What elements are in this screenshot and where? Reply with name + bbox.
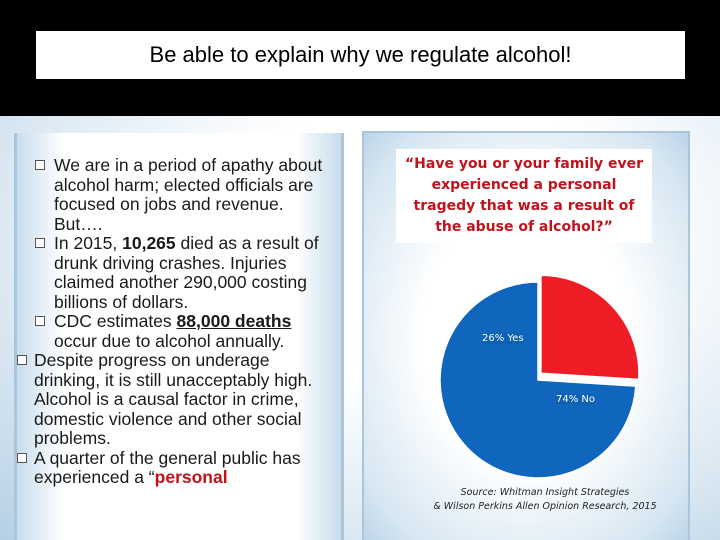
cdc-deaths: 88,000 deaths <box>176 311 292 331</box>
bullet-marker-icon <box>17 355 27 365</box>
pie-label-yes: 26% Yes <box>482 333 524 344</box>
personal-word: personal <box>154 467 228 487</box>
bullet-text: We are in a period of apathy about alcohol harm; elected officials are focused on jobs and revenue. But…. <box>54 155 323 234</box>
bullet-underage <box>14 351 334 449</box>
bullet-list <box>14 156 334 488</box>
bullet-apathy <box>14 156 334 234</box>
source-line-2: & Wilson Perkins Allen Opinion Research, 2015 <box>433 501 657 512</box>
bullet-marker-icon <box>35 316 45 326</box>
bullet-text-pre: A quarter of the general public has experienced a “ <box>34 447 301 487</box>
bullet-text-pre: In 2015, <box>54 233 123 253</box>
pie-slice-yes <box>541 275 639 379</box>
bullet-text: Despite progress on underage drinking, it is still unacceptably high. Alcohol is a causal factor in crime, domestic violence and other social problems. <box>34 350 313 448</box>
pie-label-no: 74% No <box>556 394 596 405</box>
bullet-text-post: occur due to alcohol annually. <box>54 330 285 351</box>
slide-title: Be able to explain why we regulate alcohol! <box>149 42 572 67</box>
source-line-1: Source: Whitman Insight Strategies <box>460 487 630 498</box>
bullet-marker-icon <box>35 238 45 248</box>
bullet-quarter <box>14 449 334 488</box>
bullet-drunk-driving <box>14 234 334 312</box>
deaths-count: 10,265 <box>122 233 176 253</box>
bullet-text-post: died as a result of drunk driving crashes. Injuries claimed another 290,000 costing billions of dollars. <box>54 233 319 312</box>
title-box <box>36 31 685 79</box>
bullet-text-pre: CDC estimates <box>54 311 177 331</box>
source-note <box>380 486 710 514</box>
bullet-marker-icon <box>17 453 27 463</box>
pie-chart <box>440 263 636 478</box>
bullet-cdc <box>14 312 334 351</box>
bullet-marker-icon <box>35 160 45 170</box>
survey-question: “Have you or your family ever experienced a personal tragedy that was a result of the abuse of alcohol?” <box>396 149 652 243</box>
